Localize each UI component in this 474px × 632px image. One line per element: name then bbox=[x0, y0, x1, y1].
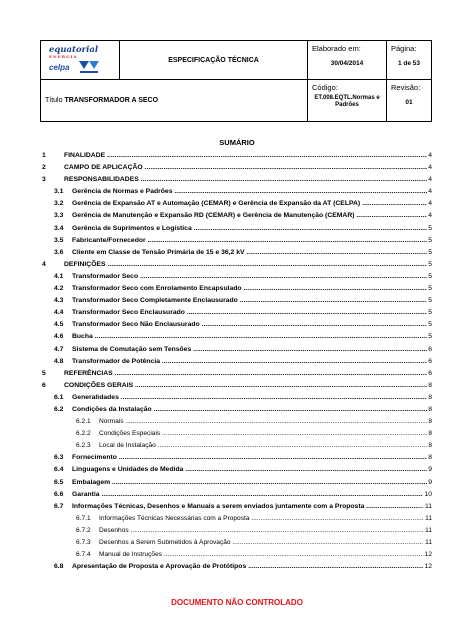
toc-entry[interactable] bbox=[42, 452, 432, 464]
toc-entry-title: Cliente em Classe de Tensão Primária de 15 e 36,2 kV ..... bbox=[72, 247, 427, 259]
logo-block bbox=[41, 41, 120, 80]
toc-entry-title: Linguagens e Unidades de Medida ..... bbox=[72, 464, 427, 476]
toc-entry[interactable] bbox=[42, 561, 432, 573]
toc-entry-title: Transformador Seco Completamente Enclausurado ..... bbox=[72, 295, 427, 307]
toc-entry-number: 6.6 bbox=[54, 490, 64, 498]
toc-entry[interactable] bbox=[42, 513, 432, 525]
toc-entry-page: 5 bbox=[427, 223, 432, 235]
toc-entry-number: 5 bbox=[42, 369, 46, 377]
toc-entry-page: 5 bbox=[427, 319, 432, 331]
toc-entry[interactable] bbox=[42, 477, 432, 489]
toc-entry[interactable] bbox=[42, 223, 432, 235]
toc-entry-number: 4.5 bbox=[54, 321, 64, 329]
elaborado-value: 30/04/2014 bbox=[330, 60, 364, 67]
elaborado-label: Elaborado em: bbox=[312, 44, 361, 53]
toc-entry[interactable] bbox=[42, 416, 432, 428]
toc-entry[interactable] bbox=[42, 525, 432, 537]
toc-entry-page: 11 bbox=[424, 513, 432, 525]
toc-entry-page: 5 bbox=[427, 331, 432, 343]
toc-entry-title: Gerência de Normas e Padrões ..... bbox=[72, 186, 427, 198]
toc-entry-title: CONDIÇÕES GERAIS ..... bbox=[64, 380, 427, 392]
toc-entry-number: 4.7 bbox=[54, 345, 64, 353]
toc-entry-title: Manual de Instruções ..... bbox=[99, 549, 423, 561]
toc-entry-page: 5 bbox=[427, 307, 432, 319]
toc-entry-page: 4 bbox=[427, 210, 432, 222]
toc-entry-number: 6.7.3 bbox=[76, 539, 91, 546]
titulo-value: TRANSFORMADOR A SECO bbox=[64, 97, 159, 104]
toc-entry-number: 6.7.2 bbox=[76, 526, 91, 534]
revisao-cell bbox=[387, 80, 432, 122]
toc-entry[interactable] bbox=[42, 404, 432, 416]
toc-entry-page: 8 bbox=[427, 428, 432, 440]
doc-type-title: ESPECIFICAÇÃO TÉCNICA bbox=[120, 41, 308, 80]
toc-entry-number: 6 bbox=[42, 381, 46, 389]
document-header-table bbox=[40, 40, 432, 122]
toc-entry-number: 6.7.4 bbox=[76, 551, 91, 559]
toc-entry-title: Fornecimento ..... bbox=[72, 452, 427, 464]
codigo-cell bbox=[308, 80, 387, 122]
pagina-cell bbox=[387, 41, 432, 80]
toc-entry-title: Apresentação de Proposta e Aprovação de Protótipos ..... bbox=[72, 561, 423, 573]
toc-entry-page: 5 bbox=[427, 295, 432, 307]
toc-entry-title: DEFINIÇÕES ..... bbox=[64, 259, 427, 271]
toc-entry-title: Gerência de Suprimentos e Logística ..... bbox=[72, 223, 427, 235]
toc-entry-number: 6.5 bbox=[54, 478, 64, 486]
toc-entry-number: 4.3 bbox=[54, 297, 64, 305]
toc-entry-number: 6.4 bbox=[54, 466, 64, 474]
toc-entry-page: 6 bbox=[427, 356, 432, 368]
toc-entry[interactable] bbox=[42, 174, 432, 186]
toc-entry[interactable] bbox=[42, 344, 432, 356]
toc-entry-number: 6.7 bbox=[54, 502, 64, 510]
toc-entry-number: 6.2.3 bbox=[76, 442, 91, 450]
toc-entry-number: 4.4 bbox=[54, 309, 64, 317]
revisao-label: Revisão: bbox=[391, 83, 421, 92]
table-of-contents bbox=[42, 150, 432, 573]
codigo-label: Código: bbox=[312, 83, 338, 92]
toc-entry-number: 3 bbox=[42, 176, 46, 184]
toc-entry[interactable] bbox=[42, 501, 432, 513]
toc-entry-page: 6 bbox=[427, 344, 432, 356]
toc-entry-page: 11 bbox=[424, 501, 432, 513]
toc-entry[interactable] bbox=[42, 295, 432, 307]
toc-entry[interactable] bbox=[42, 549, 432, 561]
toc-entry[interactable] bbox=[42, 356, 432, 368]
toc-entry-number: 3.5 bbox=[54, 236, 64, 244]
cemar-logo-icon bbox=[77, 59, 101, 75]
toc-entry[interactable] bbox=[42, 271, 432, 283]
toc-entry-number: 6.3 bbox=[54, 454, 64, 462]
toc-entry-number: 6.1 bbox=[54, 393, 64, 401]
toc-entry-title: REFERÊNCIAS ..... bbox=[64, 368, 427, 380]
toc-entry-title: Desenhos a Serem Submetidos à Aprovação ..... bbox=[99, 537, 423, 549]
toc-entry-title: Gerência de Expansão AT e Automação (CEMAR) e Gerência de Expansão da AT (CELPA) ..... bbox=[72, 198, 427, 210]
toc-entry-page: 8 bbox=[427, 452, 432, 464]
toc-entry-title: Fabricante/Fornecedor ..... bbox=[72, 235, 427, 247]
toc-entry[interactable] bbox=[42, 210, 432, 222]
toc-entry-number: 4.2 bbox=[54, 285, 64, 293]
toc-entry-page: 9 bbox=[427, 464, 432, 476]
toc-entry[interactable] bbox=[42, 368, 432, 380]
toc-entry[interactable] bbox=[42, 150, 432, 162]
toc-entry[interactable] bbox=[42, 307, 432, 319]
toc-entry-page: 9 bbox=[427, 477, 432, 489]
toc-entry-number: 6.2.1 bbox=[76, 418, 91, 426]
toc-entry[interactable] bbox=[42, 247, 432, 259]
toc-entry-page: 12 bbox=[424, 549, 432, 561]
toc-entry-page: 4 bbox=[427, 174, 432, 186]
toc-entry-number: 1 bbox=[42, 152, 46, 159]
toc-entry-title: Embalagem ..... bbox=[72, 477, 427, 489]
toc-entry-number: 3.1 bbox=[54, 188, 64, 196]
toc-entry[interactable] bbox=[42, 162, 432, 174]
toc-entry-number: 6.8 bbox=[54, 563, 64, 571]
toc-entry-number: 4.1 bbox=[54, 272, 64, 280]
toc-entry[interactable] bbox=[42, 235, 432, 247]
codigo-value: ET.008.EQTL.Normas e Padrões bbox=[314, 95, 380, 108]
toc-entry[interactable] bbox=[42, 283, 432, 295]
toc-entry-page: 5 bbox=[427, 283, 432, 295]
uncontrolled-document-notice: DOCUMENTO NÃO CONTROLADO bbox=[171, 598, 303, 607]
elaborado-cell bbox=[308, 41, 387, 80]
toc-entry-title: FINALIDADE ..... bbox=[64, 150, 427, 162]
toc-entry[interactable] bbox=[42, 428, 432, 440]
toc-entry-title: Bucha ..... bbox=[72, 331, 427, 343]
toc-entry-title: Generalidades ..... bbox=[72, 392, 427, 404]
toc-entry-title: Local de Instalação ..... bbox=[99, 440, 427, 452]
toc-entry[interactable] bbox=[42, 319, 432, 331]
equatorial-logo: equatorial ENERGIA bbox=[49, 45, 99, 59]
toc-entry-page: 4 bbox=[427, 150, 432, 162]
toc-entry-number: 4 bbox=[42, 260, 46, 268]
toc-entry-page: 12 bbox=[423, 561, 432, 573]
toc-entry-page: 4 bbox=[427, 186, 432, 198]
toc-entry-page: 5 bbox=[427, 259, 432, 271]
toc-entry[interactable] bbox=[42, 489, 432, 501]
toc-entry-number: 6.2 bbox=[54, 405, 64, 413]
toc-entry-title: Transformador Seco com Enrolamento Encapsulado ..... bbox=[72, 283, 427, 295]
toc-entry-number: 4.8 bbox=[54, 357, 64, 365]
toc-entry-page: 10 bbox=[423, 489, 432, 501]
toc-entry[interactable] bbox=[42, 331, 432, 343]
pagina-label: Página: bbox=[391, 44, 417, 53]
revisao-value: 01 bbox=[405, 99, 413, 106]
toc-entry[interactable] bbox=[42, 440, 432, 452]
titulo-label: Título bbox=[45, 97, 63, 104]
toc-entry-number: 4.6 bbox=[54, 333, 64, 341]
toc-entry-page: 8 bbox=[427, 380, 432, 392]
toc-entry-title: Transformador Seco ..... bbox=[72, 271, 427, 283]
toc-entry-page: 5 bbox=[427, 247, 432, 259]
toc-entry-title: CAMPO DE APLICAÇÃO ..... bbox=[64, 162, 427, 174]
toc-entry-title: Transformador de Potência ..... bbox=[72, 356, 427, 368]
toc-entry-title: Gerência de Manutenção e Expansão RD (CEMAR) e Gerência de Manutenção (CEMAR) ..... bbox=[72, 210, 427, 222]
toc-entry-number: 6.2.2 bbox=[76, 430, 91, 438]
toc-entry-title: RESPONSABILIDADES ..... bbox=[64, 174, 427, 186]
toc-entry[interactable] bbox=[42, 380, 432, 392]
toc-entry-number: 3.4 bbox=[54, 224, 64, 232]
toc-entry-title: Desenhos ..... bbox=[99, 525, 423, 537]
toc-entry-number: 3.2 bbox=[54, 200, 64, 208]
toc-entry-title: Condições Especiais ..... bbox=[99, 428, 427, 440]
toc-entry-page: 8 bbox=[427, 440, 432, 452]
toc-entry-number: 3.6 bbox=[54, 248, 64, 256]
toc-entry-title: Normais ..... bbox=[99, 416, 427, 428]
toc-entry-title: Informações Técnicas, Desenhos e Manuais a serem enviados juntamente com a Proposta ..... bbox=[72, 501, 423, 513]
toc-entry[interactable] bbox=[42, 259, 432, 271]
celpa-logo: celpa bbox=[49, 63, 70, 72]
toc-entry-page: 11 bbox=[424, 537, 432, 549]
toc-entry-page: 5 bbox=[427, 235, 432, 247]
toc-entry-title: Sistema de Comutação sem Tensões ..... bbox=[72, 344, 427, 356]
toc-entry-page: 4 bbox=[427, 162, 432, 174]
toc-entry-page: 6 bbox=[427, 368, 432, 380]
toc-entry[interactable] bbox=[42, 464, 432, 476]
pagina-value: 1 de 53 bbox=[397, 60, 421, 67]
toc-entry[interactable] bbox=[42, 392, 432, 404]
toc-entry-page: 8 bbox=[427, 404, 432, 416]
toc-entry[interactable] bbox=[42, 537, 432, 549]
toc-entry-page: 8 bbox=[427, 392, 432, 404]
toc-entry-title: Garantia ..... bbox=[72, 489, 423, 501]
toc-entry-number: 2 bbox=[42, 164, 46, 172]
toc-entry-title: Informações Técnicas Necessárias com a Proposta ..... bbox=[99, 513, 423, 525]
toc-entry-title: Transformador Seco Não Enclausurado ..... bbox=[72, 319, 427, 331]
toc-entry[interactable] bbox=[42, 186, 432, 198]
toc-entry[interactable] bbox=[42, 198, 432, 210]
toc-entry-page: 8 bbox=[427, 416, 432, 428]
toc-entry-title: Transformador Seco Enclausurado ..... bbox=[72, 307, 427, 319]
toc-entry-page: 4 bbox=[427, 198, 432, 210]
toc-entry-page: 5 bbox=[427, 271, 432, 283]
toc-entry-page: 11 bbox=[424, 525, 432, 537]
toc-title: SUMÁRIO bbox=[219, 138, 255, 147]
titulo-cell bbox=[41, 80, 308, 122]
toc-entry-number: 6.7.1 bbox=[76, 514, 91, 522]
toc-entry-title: Condições da Instalação ..... bbox=[72, 404, 427, 416]
toc-entry-number: 3.3 bbox=[54, 212, 64, 220]
